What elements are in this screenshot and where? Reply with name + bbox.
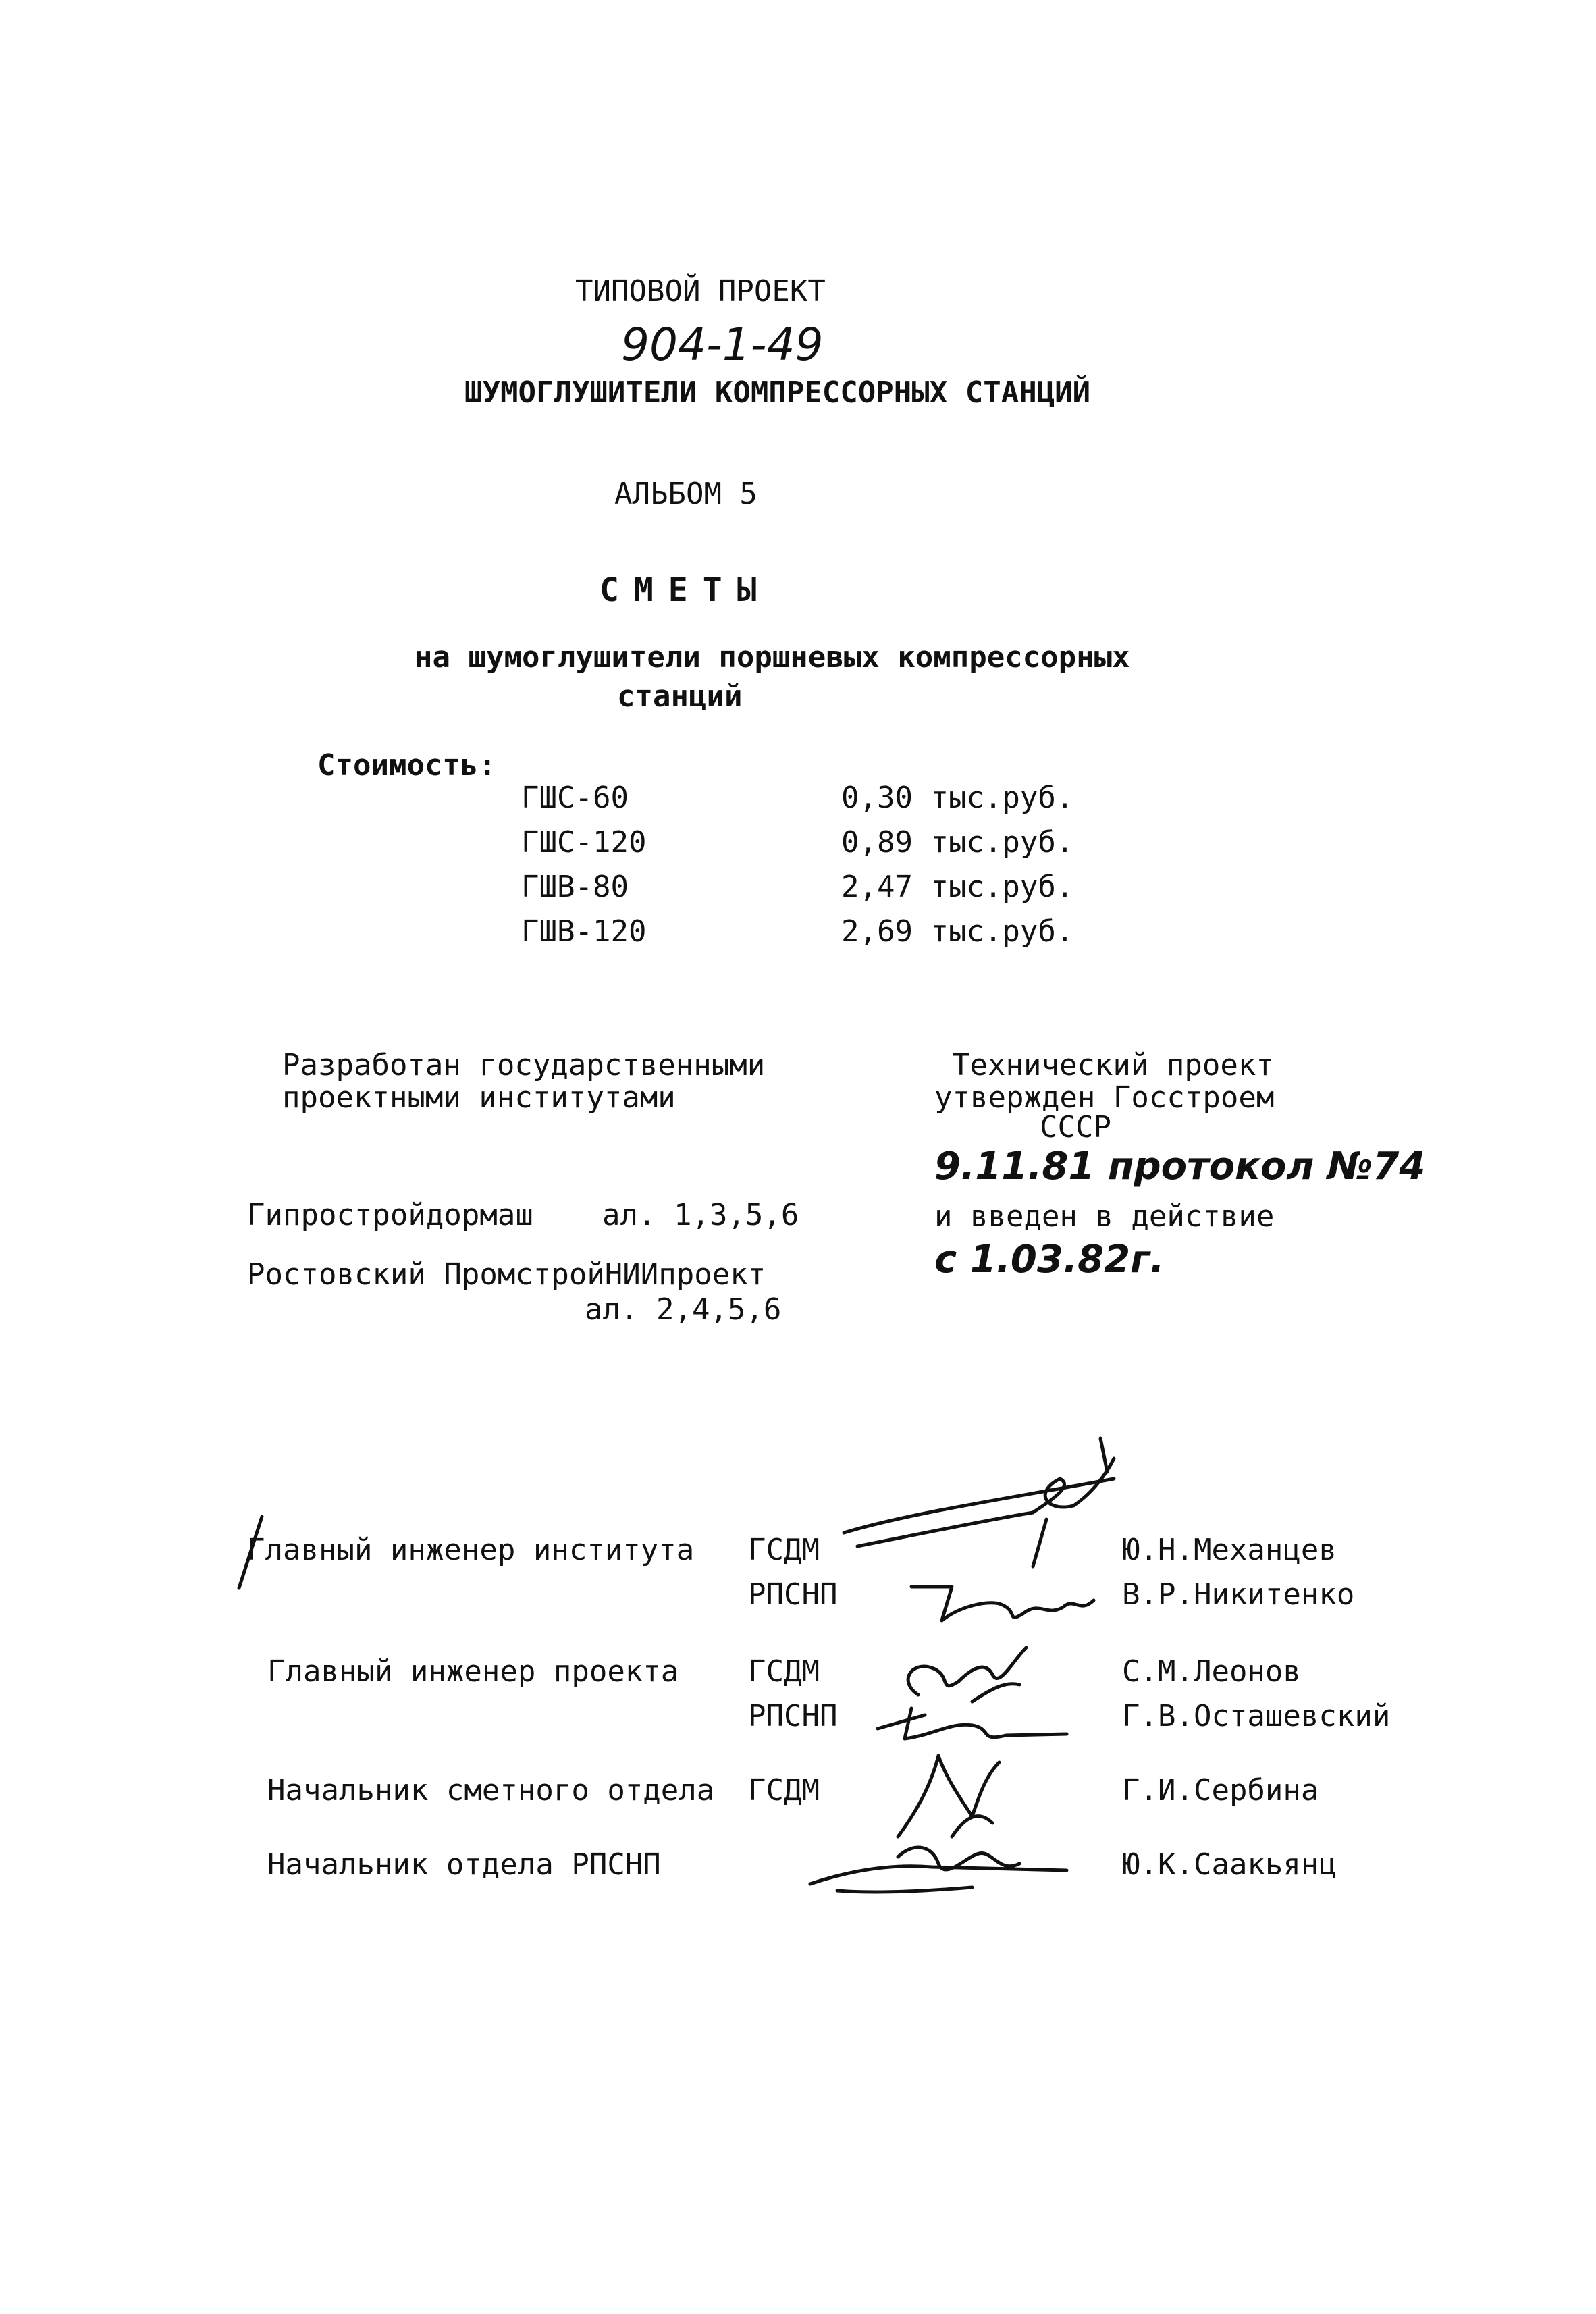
cost-item-name: ГШВ-120 [521,914,647,949]
signature-role: Главный инженер института [247,1533,695,1567]
cost-item-name: ГШС-120 [521,825,647,860]
developed-line-2: проектными институтами [282,1080,676,1115]
signature-name: В.Р.Никитенко [1122,1577,1355,1612]
cost-label: Стоимость: [317,748,496,783]
signature-org: РПСНП [748,1577,838,1612]
signature-org: ГСДМ [748,1654,820,1689]
cost-item-value: 0,30 тыс.руб. [841,781,1074,815]
margin-slash-mark [230,1513,270,1594]
approval-line-2: утвержден Госстроем [934,1080,1275,1115]
signature-name: Г.В.Осташевский [1122,1699,1391,1733]
signature-name: Ю.Н.Механцев [1122,1533,1337,1567]
signature-saakyants [797,1816,1080,1904]
signature-role: Начальник сметного отдела [267,1773,715,1808]
signature-name: Г.И.Сербина [1122,1773,1319,1808]
institute-1-name: Гипростройдормаш [247,1198,533,1232]
approval-line-4: и введен в действие [934,1199,1275,1234]
cost-item-value: 0,89 тыс.руб. [841,825,1074,860]
project-number: 904-1-49 [621,319,824,371]
developed-line-1: Разработан государственными [282,1048,766,1082]
approval-protocol: 9.11.81 протокол №74 [934,1145,1426,1188]
approval-line-3: СССР [1040,1110,1111,1145]
signature-name: Ю.К.Саакьянц [1122,1847,1337,1882]
institute-1-albums: ал. 1,3,5,6 [602,1198,799,1232]
signature-role: Начальник отдела РПСНП [267,1847,661,1882]
project-title: ШУМОГЛУШИТЕЛИ КОМПРЕССОРНЫХ СТАНЦИЙ [464,375,1091,410]
signature-role: Главный инженер проекта [267,1654,679,1689]
signature-name: С.М.Леонов [1122,1654,1301,1689]
cost-item-name: ГШВ-80 [521,870,629,904]
project-type: ТИПОВОЙ ПРОЕКТ [575,274,826,309]
cost-item-value: 2,69 тыс.руб. [841,914,1074,949]
cost-item-name: ГШС-60 [521,781,629,815]
cost-item-value: 2,47 тыс.руб. [841,870,1074,904]
signature-org: РПСНП [748,1699,838,1733]
signature-nikitenko [905,1560,1107,1634]
doc-type-title: СМЕТЫ [600,571,772,609]
subtitle-line-1: на шумоглушители поршневых компрессорных [415,640,1130,675]
album-number: АЛЬБОМ 5 [614,477,757,511]
institute-2-name: Ростовский ПромстройНИИпроект [247,1257,766,1292]
approval-date: с 1.03.82г. [934,1238,1165,1282]
signature-org: ГСДМ [748,1533,820,1567]
approval-line-1: Технический проект [952,1048,1274,1082]
institute-2-albums: ал. 2,4,5,6 [585,1292,782,1327]
signature-mekhantsev [830,1431,1141,1580]
signature-org: ГСДМ [748,1773,820,1808]
subtitle-line-2: станций [617,679,743,714]
